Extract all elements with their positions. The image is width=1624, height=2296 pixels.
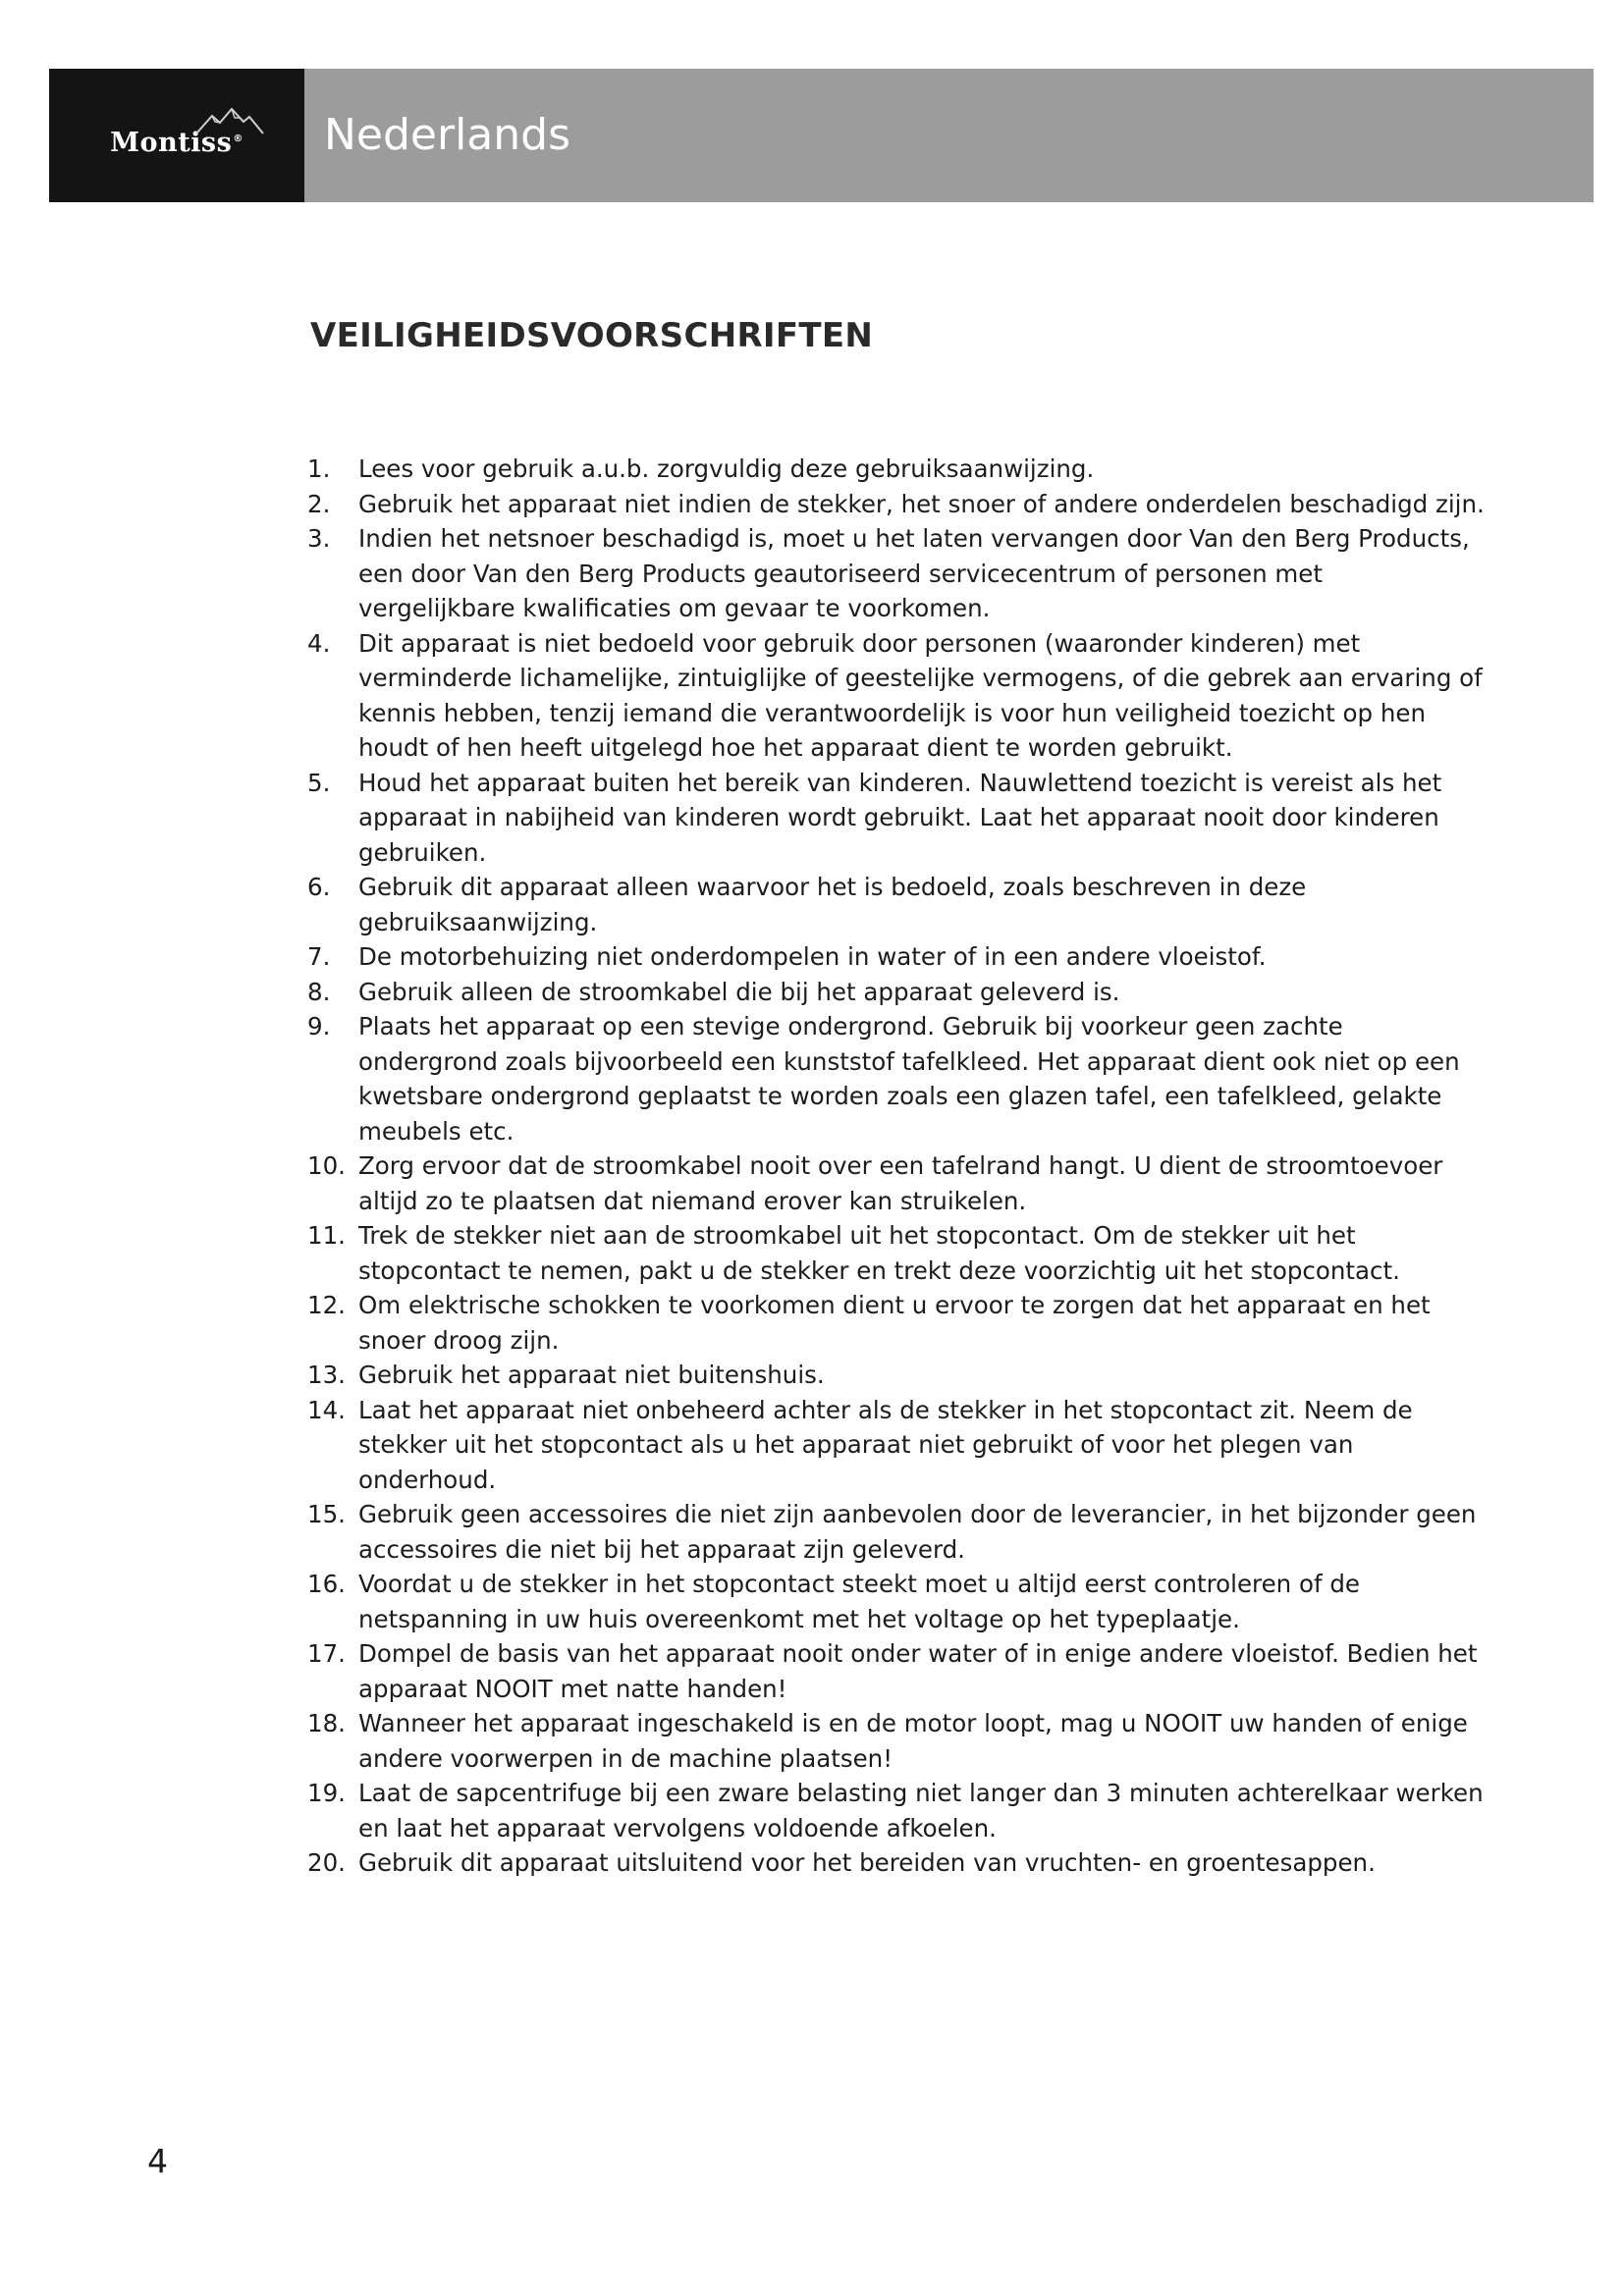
rule-number: 15. (307, 1500, 346, 1528)
list-item (307, 1636, 1486, 1706)
list-item (307, 1288, 1486, 1358)
list-item (307, 521, 1486, 626)
rule-number: 3. (307, 524, 331, 553)
rule-text: Laat de sapcentrifuge bij een zware belasting niet langer dan 3 minuten achterelkaar werken en laat het apparaat vervolgens voldoende afkoelen. (358, 1779, 1484, 1842)
page-number: 4 (147, 2142, 168, 2180)
rule-number: 17. (307, 1639, 346, 1668)
rule-text: Wanneer het apparaat ingeschakeld is en de motor loopt, mag u NOOIT uw handen of enige andere voorwerpen in de machine plaatsen! (358, 1709, 1468, 1773)
rule-text: Lees voor gebruik a.u.b. zorgvuldig deze gebruiksaanwijzing. (358, 454, 1095, 483)
list-item (307, 975, 1486, 1010)
rule-number: 19. (307, 1779, 346, 1807)
rule-text: Zorg ervoor dat de stroomkabel nooit over een tafelrand hangt. U dient de stroomtoevoer altijd zo te plaatsen dat niemand erover kan struikelen. (358, 1151, 1443, 1215)
rule-number: 18. (307, 1709, 346, 1737)
rule-number: 12. (307, 1291, 346, 1319)
rule-text: Dit apparaat is niet bedoeld voor gebruik door personen (waaronder kinderen) met verminderde lichamelijke, zintuiglijke of geestelijke vermogens, of die gebrek aan ervaring of kennis hebben, tenzij iemand die verantwoordelijk is voor hun veiligheid toezicht op hen houdt of hen heeft uitgelegd hoe het apparaat dient te worden gebruikt. (358, 628, 1483, 762)
section-title: VEILIGHEIDSVOORSCHRIFTEN (310, 316, 874, 355)
list-item (307, 1845, 1486, 1881)
rule-number: 13. (307, 1361, 346, 1389)
rule-text: Voordat u de stekker in het stopcontact steekt moet u altijd eerst controleren of de netspanning in uw huis overeenkomt met het voltage op het typeplaatje. (358, 1570, 1360, 1633)
rule-number: 16. (307, 1570, 346, 1598)
rule-text: Trek de stekker niet aan de stroomkabel uit het stopcontact. Om de stekker uit het stopcontact te nemen, pakt u de stekker en trekt deze voorzichtig uit het stopcontact. (358, 1221, 1400, 1285)
rule-number: 20. (307, 1848, 346, 1877)
list-item (307, 1358, 1486, 1393)
rule-number: 6. (307, 873, 331, 901)
list-item (307, 766, 1486, 871)
rule-number: 11. (307, 1221, 346, 1250)
rule-number: 7. (307, 942, 331, 971)
rule-number: 9. (307, 1012, 331, 1041)
list-item (307, 452, 1486, 487)
list-item (307, 1706, 1486, 1776)
rule-number: 4. (307, 628, 331, 658)
rule-text: Dompel de basis van het apparaat nooit onder water of in enige andere vloeistof. Bedien het apparaat NOOIT met natte handen! (358, 1639, 1478, 1703)
list-item (307, 1009, 1486, 1148)
rule-text: Gebruik het apparaat niet indien de stekker, het snoer of andere onderdelen beschadigd zijn. (358, 489, 1485, 518)
language-title: Nederlands (324, 110, 571, 160)
list-item (307, 1567, 1486, 1636)
rule-text: Gebruik dit apparaat alleen waarvoor het is bedoeld, zoals beschreven in deze gebruiksaanwijzing. (358, 873, 1307, 936)
rule-text: Houd het apparaat buiten het bereik van kinderen. Nauwlettend toezicht is vereist als het apparaat in nabijheid van kinderen wordt gebruikt. Laat het apparaat nooit door kinderen gebruiken. (358, 768, 1442, 867)
list-item (307, 1393, 1486, 1498)
rule-number: 2. (307, 489, 331, 518)
page-header (49, 69, 1594, 202)
list-item (307, 626, 1486, 766)
list-item (307, 870, 1486, 939)
list-item (307, 487, 1486, 522)
safety-rules-list (307, 452, 1486, 1881)
rule-number: 10. (307, 1151, 346, 1180)
rule-number: 8. (307, 977, 331, 1006)
list-item (307, 1776, 1486, 1845)
rule-number: 5. (307, 768, 331, 797)
list-item (307, 1218, 1486, 1288)
rule-text: Indien het netsnoer beschadigd is, moet u het laten vervangen door Van den Berg Products, een door Van den Berg Products geautoriseerd servicecentrum of personen met vergelijkbare kwalificaties om gevaar te voorkomen. (358, 524, 1470, 622)
rule-text: Om elektrische schokken te voorkomen dient u ervoor te zorgen dat het apparaat en het snoer droog zijn. (358, 1291, 1431, 1355)
rule-text: Gebruik geen accessoires die niet zijn aanbevolen door de leverancier, in het bijzonder geen accessoires die niet bij het apparaat zijn geleverd. (358, 1500, 1477, 1564)
rule-text: Gebruik het apparaat niet buitenshuis. (358, 1361, 825, 1389)
rule-number: 14. (307, 1395, 346, 1424)
rule-text: Gebruik dit apparaat uitsluitend voor het bereiden van vruchten- en groentesappen. (358, 1848, 1376, 1877)
list-item (307, 939, 1486, 975)
rule-text: Laat het apparaat niet onbeheerd achter als de stekker in het stopcontact zit. Neem de stekker uit het stopcontact als u het apparaat niet gebruikt of voor het plegen van onderhoud. (358, 1395, 1413, 1494)
rule-text: Gebruik alleen de stroomkabel die bij het apparaat geleverd is. (358, 977, 1120, 1006)
rule-text: Plaats het apparaat op een stevige ondergrond. Gebruik bij voorkeur geen zachte ondergrond zoals bijvoorbeeld een kunststof tafelkleed. Het apparaat dient ook niet op een kwetsbare ondergrond geplaatst te worden zoals een glazen tafel, een tafelkleed, gelakte meubels etc. (358, 1012, 1460, 1146)
list-item (307, 1148, 1486, 1218)
list-item (307, 1497, 1486, 1567)
rule-number: 1. (307, 454, 331, 483)
rule-text: De motorbehuizing niet onderdompelen in water of in een andere vloeistof. (358, 942, 1267, 971)
mountain-logo-icon (194, 106, 265, 135)
brand-name: Montiss® (110, 127, 244, 158)
brand-logo (49, 69, 304, 202)
